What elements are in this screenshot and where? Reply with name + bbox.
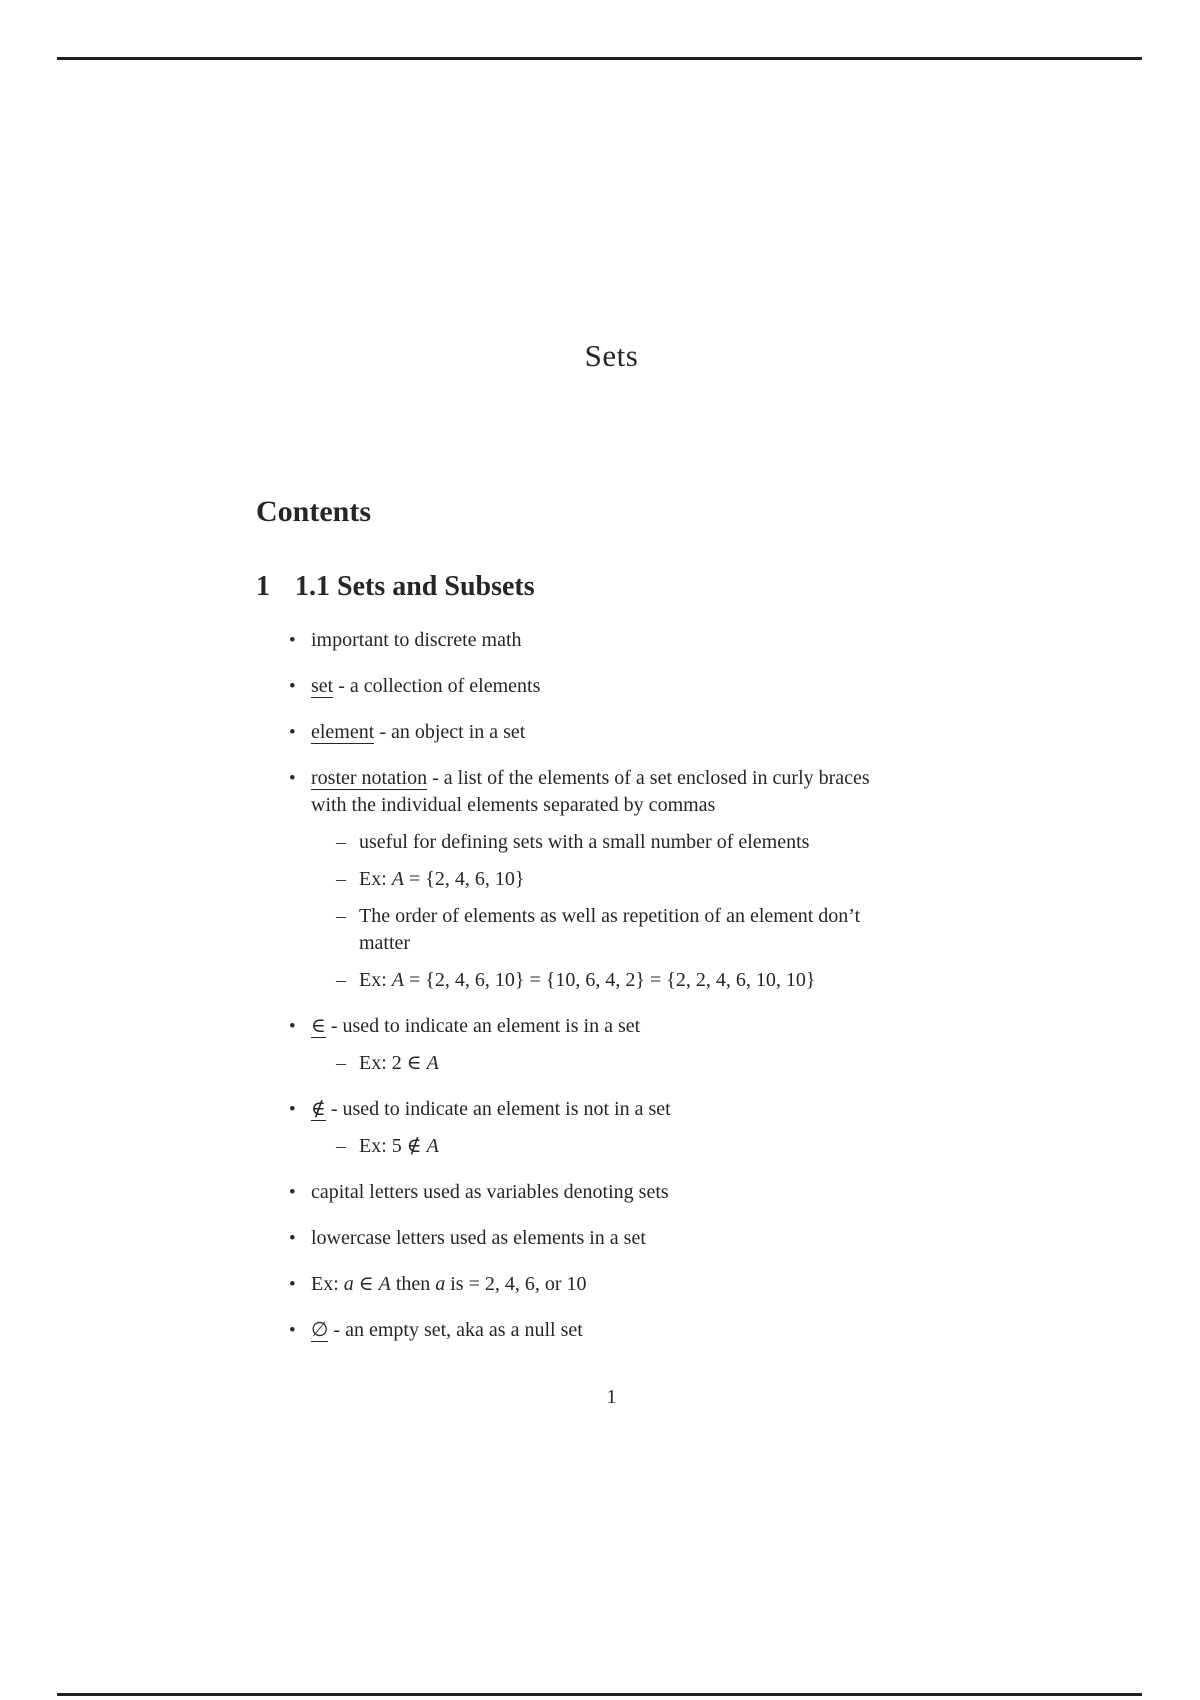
item-text: The order of elements as well as repetition of an element don’t matter (359, 905, 861, 954)
item-text: element - an object in a set (311, 721, 526, 743)
dash-marker-icon: – (336, 831, 346, 853)
document-title: Sets (584, 338, 639, 373)
footer-rule (57, 1693, 1142, 1696)
item-text: Ex: 5 ∉ A (359, 1135, 439, 1157)
item-text: set - a collection of elements (311, 675, 541, 697)
bullet-item (256, 1317, 1036, 1344)
item-text: roster notation - a list of the elements of a set enclosed in curly braces with the individual elements separated by commas (311, 767, 870, 816)
page-number: 1 (606, 1386, 617, 1408)
sub-item (256, 1133, 1036, 1160)
dash-marker-icon: – (336, 1052, 346, 1074)
bullet-item (256, 719, 1036, 746)
item-text: lowercase letters used as elements in a set (311, 1227, 646, 1249)
item-text: ∈ - used to indicate an element is in a set (311, 1015, 641, 1037)
dash-marker-icon: – (336, 868, 346, 890)
bullet-marker-icon: • (289, 1182, 296, 1203)
contents-heading: Contents (256, 495, 372, 528)
bullet-marker-icon: • (289, 722, 296, 743)
item-text: ∉ - used to indicate an element is not in a set (311, 1098, 671, 1120)
bullet-marker-icon: • (289, 1274, 296, 1295)
section-heading (256, 571, 535, 603)
dash-marker-icon: – (336, 1135, 346, 1157)
bullet-marker-icon: • (289, 676, 296, 697)
sub-item (256, 967, 1036, 994)
bullet-item (256, 1271, 1036, 1298)
item-text: Ex: a ∈ A then a is = 2, 4, 6, or 10 (311, 1273, 587, 1295)
bullet-item (256, 673, 1036, 700)
dash-marker-icon: – (336, 905, 346, 927)
bullet-item (256, 1096, 1036, 1123)
bullet-marker-icon: • (289, 1320, 296, 1341)
section-title: 1.1 Sets and Subsets (295, 571, 535, 602)
bullet-item (256, 1013, 1036, 1040)
bullet-marker-icon: • (289, 1228, 296, 1249)
sub-item (256, 903, 1036, 957)
dash-marker-icon: – (336, 969, 346, 991)
item-text: capital letters used as variables denoting sets (311, 1181, 669, 1203)
bullet-item (256, 1225, 1036, 1252)
bullet-list (256, 627, 1036, 1344)
bullet-item (256, 627, 1036, 654)
item-text: important to discrete math (311, 629, 522, 651)
item-text: Ex: A = {2, 4, 6, 10} (359, 868, 525, 890)
section-number: 1 (256, 571, 270, 602)
item-text: Ex: 2 ∈ A (359, 1052, 439, 1074)
bullet-marker-icon: • (289, 1016, 296, 1037)
header-rule (57, 57, 1142, 60)
item-text: useful for defining sets with a small number of elements (359, 831, 810, 853)
bullet-marker-icon: • (289, 630, 296, 651)
bullet-marker-icon: • (289, 768, 296, 789)
bullet-marker-icon: • (289, 1099, 296, 1120)
sub-item (256, 866, 1036, 893)
bullet-item (256, 765, 1036, 819)
item-text: Ex: A = {2, 4, 6, 10} = {10, 6, 4, 2} = {2, 2, 4, 6, 10, 10} (359, 969, 816, 991)
item-text: ∅ - an empty set, aka as a null set (311, 1319, 583, 1341)
sub-item (256, 1050, 1036, 1077)
sub-item (256, 829, 1036, 856)
bullet-item (256, 1179, 1036, 1206)
